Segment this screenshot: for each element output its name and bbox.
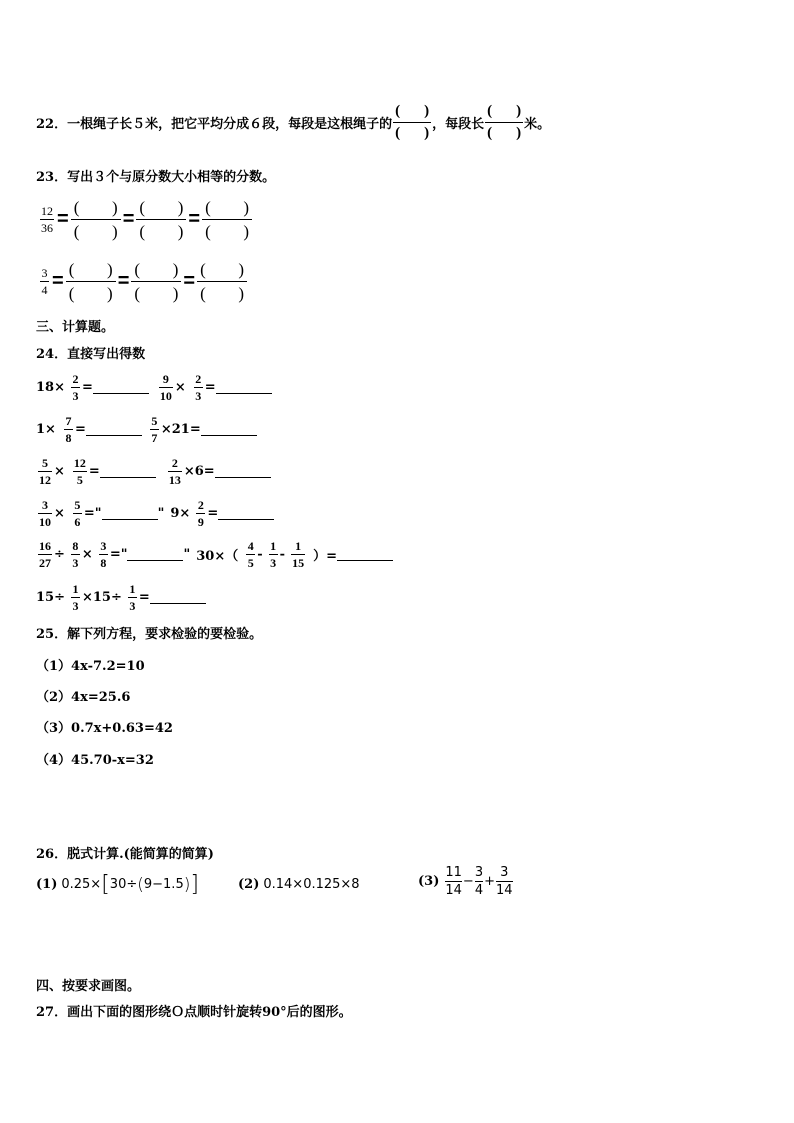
q24-row-5: $\frac{16}{27}$ ÷ $\frac{8}{3}$ × $\frac{3}{8}$ =" " 30×（ $\frac{4}{5}$ - $\frac{1}{3}$ - $\frac{1}{15}$ ）= (36, 540, 393, 569)
q27-text: 27．画出下面的图形绕Ｏ点顺时针旋转90°后的图形。 (36, 1005, 352, 1020)
q23-row-1: $\frac{12}{36}$ = ( ) ( ) = ( ) ( ) = ( ) ( ) (38, 199, 253, 240)
answer-line[interactable] (216, 381, 272, 394)
answer-line[interactable] (93, 381, 149, 394)
q26-part-1: (1) 0.25× [ 30÷ ( 9−1.5 ) ] (36, 872, 199, 897)
section-4-heading: 四、按要求画图。 (36, 979, 141, 994)
q23-blank-fraction[interactable]: ( ) ( ) (131, 261, 181, 302)
q24-row-2: 1× $\frac{7}{8}$ = $\frac{5}{7}$ ×21= (36, 415, 257, 444)
q23-title: 23．写出３个与原分数大小相等的分数。 (36, 170, 276, 185)
answer-line[interactable] (100, 465, 156, 478)
q25-item-4: （4）45.70-x=32 (36, 753, 154, 768)
q22-text-pre: 22．一根绳子长５米，把它平均分成６段，每段是这根绳子的 (36, 117, 393, 132)
q22 (36, 104, 550, 141)
q22-text-mid: ，每段长 (432, 117, 485, 132)
q26-title: 26．脱式计算.(能简算的简算) (36, 847, 214, 862)
answer-line[interactable] (102, 507, 158, 520)
answer-line[interactable] (150, 591, 206, 604)
answer-line[interactable] (215, 465, 271, 478)
q26-part-3: (3) 11 14 − 3 4 + 3 14 (418, 865, 513, 898)
answer-line[interactable] (201, 423, 257, 436)
q25-item-3: （3）0.7x+0.63=42 (36, 721, 173, 736)
q23-blank-fraction[interactable]: ( ) ( ) (202, 199, 252, 240)
q24-title: 24．直接写出得数 (36, 347, 146, 362)
q25-item-1: （1）4x-7.2=10 (36, 659, 145, 674)
q23-blank-fraction[interactable]: ( ) ( ) (197, 261, 247, 302)
q24-row-4: $\frac{3}{10}$ × $\frac{5}{6}$ =" " 9× $\frac{2}{9}$ = (36, 499, 274, 528)
q24-row-1: 18× $\frac{2}{3}$ = $\frac{9}{10}$ × $\frac{2}{3}$ = (36, 373, 272, 402)
q22-text-post: 米。 (524, 117, 551, 132)
answer-line[interactable] (86, 423, 142, 436)
answer-line[interactable] (337, 548, 393, 561)
q23-blank-fraction[interactable]: ( ) ( ) (71, 199, 121, 240)
q26-part-2: (2) 0.14×0.125×8 (238, 877, 360, 892)
q24-row-6: 15÷ $\frac{1}{3}$ ×15÷ $\frac{1}{3}$ = (36, 583, 206, 612)
q22-blank-fraction-2[interactable]: ( ) ( ) (487, 103, 522, 141)
q23-fraction-12-36: $\frac{12}{36}$ (41, 204, 53, 235)
section-3-heading: 三、计算题。 (36, 320, 115, 335)
q23-row-2: $\frac{3}{4}$ = ( ) ( ) = ( ) ( ) = ( ) ( ) (38, 261, 248, 302)
q23-blank-fraction[interactable]: ( ) ( ) (136, 199, 186, 240)
q23-fraction-3-4: $\frac{3}{4}$ (41, 266, 48, 297)
answer-line[interactable] (127, 548, 183, 561)
q25-item-2: （2）4x=25.6 (36, 690, 131, 705)
answer-line[interactable] (218, 507, 274, 520)
q23-blank-fraction[interactable]: ( ) ( ) (66, 261, 116, 302)
q22-blank-fraction-1[interactable]: ( ) ( ) (395, 103, 430, 141)
q25-title: 25．解下列方程，要求检验的要检验。 (36, 627, 263, 642)
q24-row-3: $\frac{5}{12}$ × $\frac{12}{5}$ = $\frac{2}{13}$ ×6= (36, 457, 271, 486)
